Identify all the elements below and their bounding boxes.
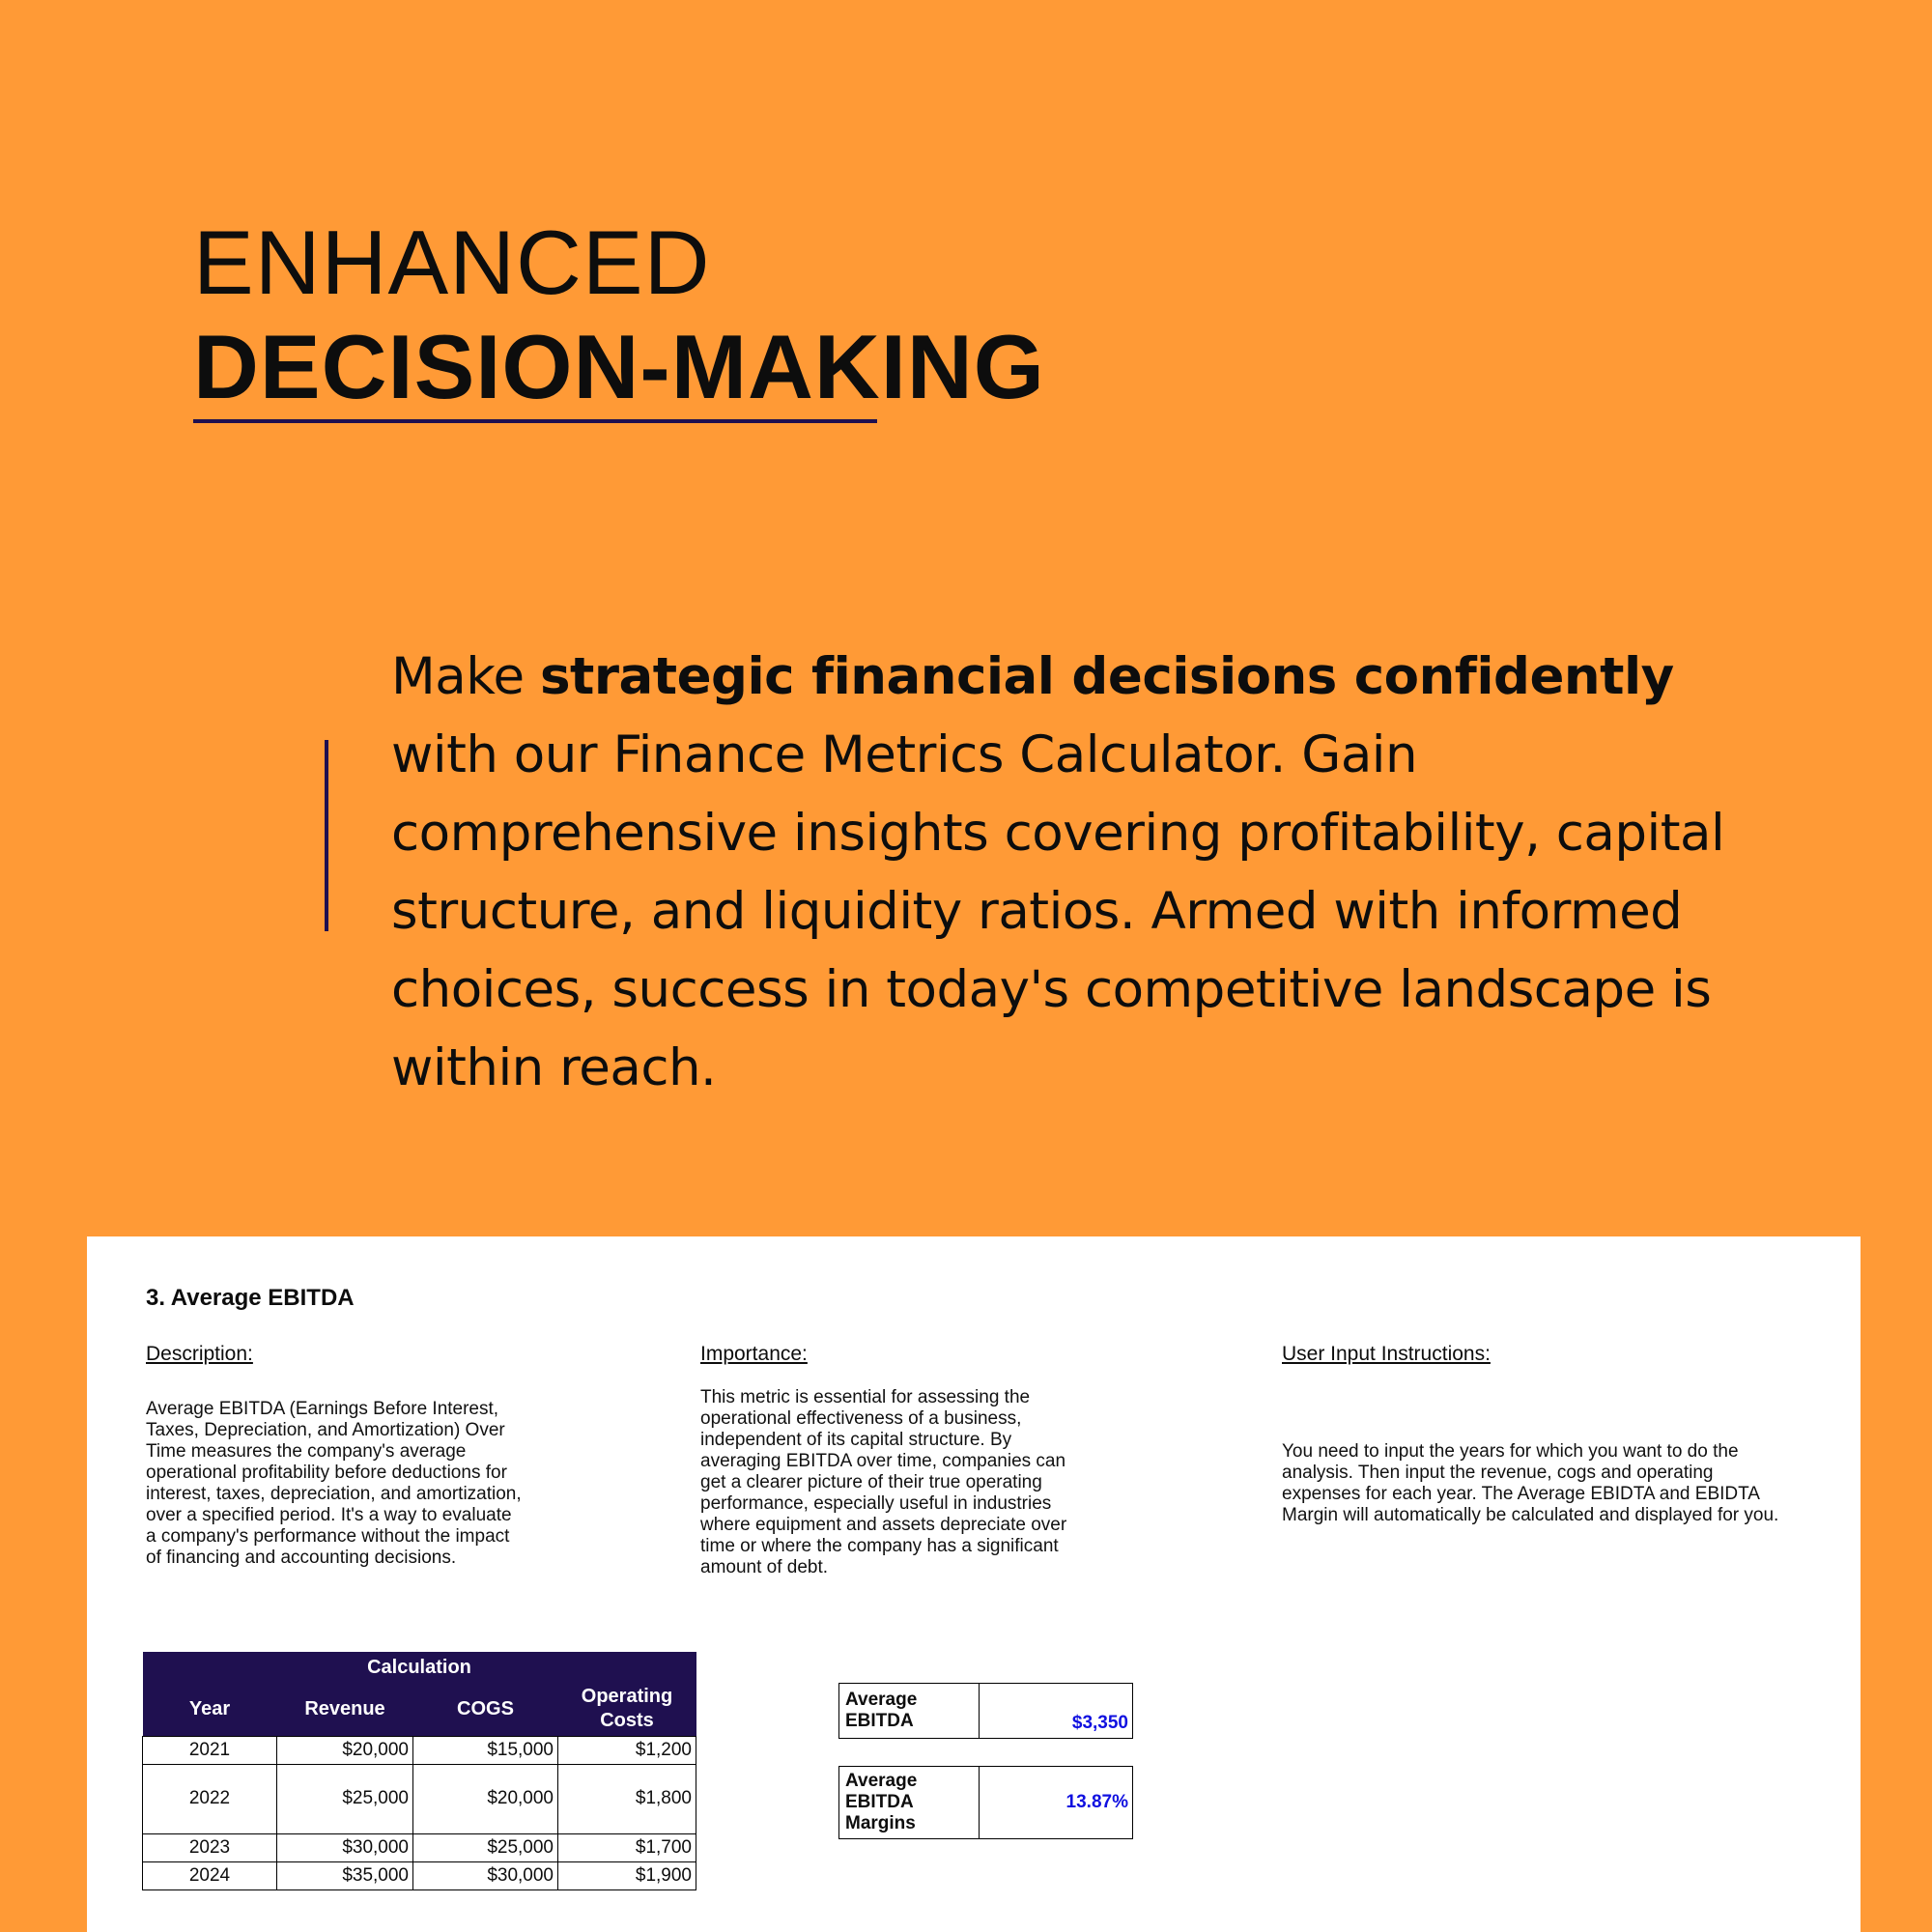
calculation-title: Calculation <box>143 1652 696 1683</box>
description-text <box>146 1399 522 1569</box>
avg-margin-box <box>838 1766 1133 1839</box>
importance-line: operational effectiveness of a business, <box>700 1408 1022 1429</box>
cell-revenue[interactable]: $20,000 <box>277 1736 413 1764</box>
avg-ebitda-box <box>838 1683 1133 1739</box>
cell-operating-costs[interactable]: $1,900 <box>558 1861 696 1889</box>
cell-operating-costs[interactable]: $1,700 <box>558 1833 696 1861</box>
header-cogs: COGS <box>413 1683 558 1736</box>
intro-quote <box>391 638 1763 1107</box>
quote-bar <box>325 740 328 931</box>
instructions-text <box>1282 1441 1778 1526</box>
spreadsheet-screenshot <box>87 1236 1861 1932</box>
cell-year[interactable]: 2024 <box>143 1861 277 1889</box>
cell-cogs[interactable]: $25,000 <box>413 1833 558 1861</box>
cell-operating-costs[interactable]: $1,800 <box>558 1764 696 1833</box>
importance-line: independent of its capital structure. By <box>700 1430 1012 1450</box>
description-heading: Description: <box>146 1343 253 1365</box>
table-row <box>143 1861 696 1889</box>
cell-cogs[interactable]: $30,000 <box>413 1861 558 1889</box>
importance-line: This metric is essential for assessing the <box>700 1387 1031 1407</box>
instructions-line: You need to input the years for which you want to do the <box>1282 1441 1739 1462</box>
description-line: over a specified period. It's a way to evaluate <box>146 1505 512 1525</box>
heading-line-2: DECISION-MAKING <box>193 316 1045 417</box>
cell-cogs[interactable]: $20,000 <box>413 1764 558 1833</box>
description-line: Time measures the company's average <box>146 1441 467 1462</box>
header-operating-costs: Operating Costs <box>558 1683 696 1736</box>
calculation-table <box>142 1652 696 1890</box>
instructions-heading: User Input Instructions: <box>1282 1343 1491 1365</box>
instructions-line: analysis. Then input the revenue, cogs and operating <box>1282 1463 1714 1483</box>
cell-year[interactable]: 2023 <box>143 1833 277 1861</box>
cell-year[interactable]: 2022 <box>143 1764 277 1833</box>
table-row <box>143 1833 696 1861</box>
heading-underline <box>193 419 877 423</box>
instructions-line: expenses for each year. The Average EBIDTA and EBIDTA <box>1282 1484 1760 1504</box>
instructions-line: Margin will automatically be calculated and displayed for you. <box>1282 1505 1779 1525</box>
quote-bold-text: strategic financial decisions confidently <box>539 647 1674 706</box>
quote-text-2: with our Finance Metrics Calculator. Gain comprehensive insights covering profitability, capital structure, and liquidity ratios. Armed with informed choices, success in today's competitive landscape is within reach. <box>391 725 1725 1097</box>
quote-text-1: Make <box>391 647 540 706</box>
description-line: interest, taxes, depreciation, and amortization, <box>146 1484 522 1504</box>
importance-line: where equipment and assets depreciate over <box>700 1515 1067 1535</box>
avg-ebitda-value: $3,350 <box>980 1684 1133 1739</box>
avg-ebitda-label: Average EBITDA <box>839 1684 980 1739</box>
description-line: operational profitability before deductions for <box>146 1463 507 1483</box>
importance-line: performance, especially useful in industries <box>700 1493 1052 1514</box>
importance-line: time or where the company has a significant <box>700 1536 1059 1556</box>
page-heading <box>193 213 1045 421</box>
cell-year[interactable]: 2021 <box>143 1736 277 1764</box>
heading-line-1: ENHANCED <box>193 212 711 313</box>
cell-cogs[interactable]: $15,000 <box>413 1736 558 1764</box>
avg-margin-value: 13.87% <box>980 1767 1133 1839</box>
header-revenue: Revenue <box>277 1683 413 1736</box>
importance-heading: Importance: <box>700 1343 808 1365</box>
cell-operating-costs[interactable]: $1,200 <box>558 1736 696 1764</box>
importance-line: amount of debt. <box>700 1557 829 1577</box>
cell-revenue[interactable]: $30,000 <box>277 1833 413 1861</box>
cell-revenue[interactable]: $35,000 <box>277 1861 413 1889</box>
importance-text <box>700 1387 1066 1578</box>
avg-margin-label: Average EBITDA Margins <box>839 1767 980 1839</box>
description-line: Average EBITDA (Earnings Before Interest, <box>146 1399 499 1419</box>
importance-line: get a clearer picture of their true operating <box>700 1472 1042 1492</box>
description-line: a company's performance without the impact <box>146 1526 510 1547</box>
header-year: Year <box>143 1683 277 1736</box>
description-line: of financing and accounting decisions. <box>146 1548 457 1568</box>
cell-revenue[interactable]: $25,000 <box>277 1764 413 1833</box>
table-row <box>143 1764 696 1833</box>
sheet-title: 3. Average EBITDA <box>146 1285 355 1311</box>
description-line: Taxes, Depreciation, and Amortization) Over <box>146 1420 505 1440</box>
table-row <box>143 1736 696 1764</box>
importance-line: averaging EBITDA over time, companies can <box>700 1451 1066 1471</box>
